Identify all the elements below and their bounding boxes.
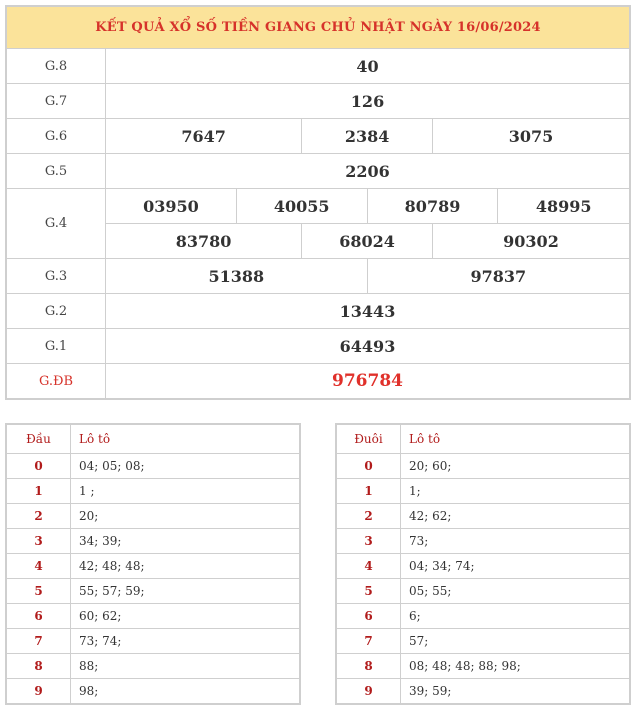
prize-value-g6: 2384 xyxy=(302,119,433,154)
table-row xyxy=(6,479,300,504)
row-value: 57; xyxy=(401,629,631,654)
row-key: 7 xyxy=(6,629,71,654)
row-key: 2 xyxy=(6,504,71,529)
row-key: 7 xyxy=(336,629,401,654)
results-table xyxy=(5,5,631,400)
prize-value-g4: 90302 xyxy=(432,224,630,259)
prize-value-g8: 40 xyxy=(106,49,631,84)
row-key: 4 xyxy=(336,554,401,579)
row-value: 6; xyxy=(401,604,631,629)
row-value: 88; xyxy=(71,654,301,679)
row-value: 73; xyxy=(401,529,631,554)
row-value: 34; 39; xyxy=(71,529,301,554)
table-row xyxy=(6,454,300,479)
dau-loto-table xyxy=(5,423,301,705)
table-row xyxy=(336,604,630,629)
table-row xyxy=(336,479,630,504)
row-value: 1; xyxy=(401,479,631,504)
prize-value-g2: 13443 xyxy=(106,294,631,329)
row-value: 42; 62; xyxy=(401,504,631,529)
row-value: 55; 57; 59; xyxy=(71,579,301,604)
duoi-loto-table xyxy=(335,423,631,705)
prize-value-g4: 03950 xyxy=(106,189,237,224)
row-value: 05; 55; xyxy=(401,579,631,604)
row-key: 1 xyxy=(336,479,401,504)
prize-value-g4: 68024 xyxy=(302,224,433,259)
row-value: 60; 62; xyxy=(71,604,301,629)
prize-value-g4: 40055 xyxy=(236,189,367,224)
prize-label-g3: G.3 xyxy=(6,259,106,294)
row-key: 0 xyxy=(336,454,401,479)
row-value: 73; 74; xyxy=(71,629,301,654)
row-key: 3 xyxy=(6,529,71,554)
row-key: 8 xyxy=(6,654,71,679)
prize-label-g8: G.8 xyxy=(6,49,106,84)
table-row xyxy=(336,454,630,479)
prize-value-g5: 2206 xyxy=(106,154,631,189)
loto-header: Lô tô xyxy=(401,424,631,454)
loto-header: Lô tô xyxy=(71,424,301,454)
prize-value-g4: 48995 xyxy=(498,189,630,224)
table-row xyxy=(336,529,630,554)
table-row xyxy=(336,654,630,679)
prize-label-g2: G.2 xyxy=(6,294,106,329)
table-row xyxy=(6,529,300,554)
table-row xyxy=(6,504,300,529)
prize-value-g3: 51388 xyxy=(106,259,368,294)
table-row xyxy=(6,604,300,629)
table-row xyxy=(336,554,630,579)
row-value: 20; 60; xyxy=(401,454,631,479)
table-row xyxy=(6,554,300,579)
prize-value-g3: 97837 xyxy=(367,259,630,294)
duoi-header: Đuôi xyxy=(336,424,401,454)
prize-value-g7: 126 xyxy=(106,84,631,119)
table-row xyxy=(6,629,300,654)
row-key: 9 xyxy=(336,679,401,705)
row-key: 5 xyxy=(336,579,401,604)
row-key: 3 xyxy=(336,529,401,554)
row-value: 04; 34; 74; xyxy=(401,554,631,579)
row-key: 9 xyxy=(6,679,71,705)
dau-header: Đầu xyxy=(6,424,71,454)
table-row xyxy=(336,504,630,529)
prize-label-g4: G.4 xyxy=(6,189,106,259)
row-key: 6 xyxy=(6,604,71,629)
row-key: 8 xyxy=(336,654,401,679)
row-key: 0 xyxy=(6,454,71,479)
prize-label-g6: G.6 xyxy=(6,119,106,154)
row-value: 04; 05; 08; xyxy=(71,454,301,479)
prize-value-g6: 3075 xyxy=(432,119,630,154)
row-key: 4 xyxy=(6,554,71,579)
row-key: 5 xyxy=(6,579,71,604)
table-row xyxy=(336,679,630,705)
row-value: 42; 48; 48; xyxy=(71,554,301,579)
table-row xyxy=(6,654,300,679)
prize-label-g7: G.7 xyxy=(6,84,106,119)
prize-label-g1: G.1 xyxy=(6,329,106,364)
prize-label-g5: G.5 xyxy=(6,154,106,189)
table-row xyxy=(336,629,630,654)
prize-value-g1: 64493 xyxy=(106,329,631,364)
results-title: KẾT QUẢ XỔ SỐ TIỀN GIANG CHỦ NHẬT NGÀY 16/06/2024 xyxy=(6,6,630,49)
row-key: 6 xyxy=(336,604,401,629)
prize-value-g4: 83780 xyxy=(106,224,302,259)
prize-value-g4: 80789 xyxy=(367,189,498,224)
prize-label-special: G.ĐB xyxy=(6,364,106,400)
row-value: 20; xyxy=(71,504,301,529)
row-value: 1 ; xyxy=(71,479,301,504)
table-row xyxy=(336,579,630,604)
prize-value-g6: 7647 xyxy=(106,119,302,154)
table-row xyxy=(6,579,300,604)
table-row xyxy=(6,679,300,705)
row-value: 39; 59; xyxy=(401,679,631,705)
row-key: 1 xyxy=(6,479,71,504)
row-value: 08; 48; 48; 88; 98; xyxy=(401,654,631,679)
row-value: 98; xyxy=(71,679,301,705)
prize-value-special: 976784 xyxy=(106,364,631,400)
row-key: 2 xyxy=(336,504,401,529)
